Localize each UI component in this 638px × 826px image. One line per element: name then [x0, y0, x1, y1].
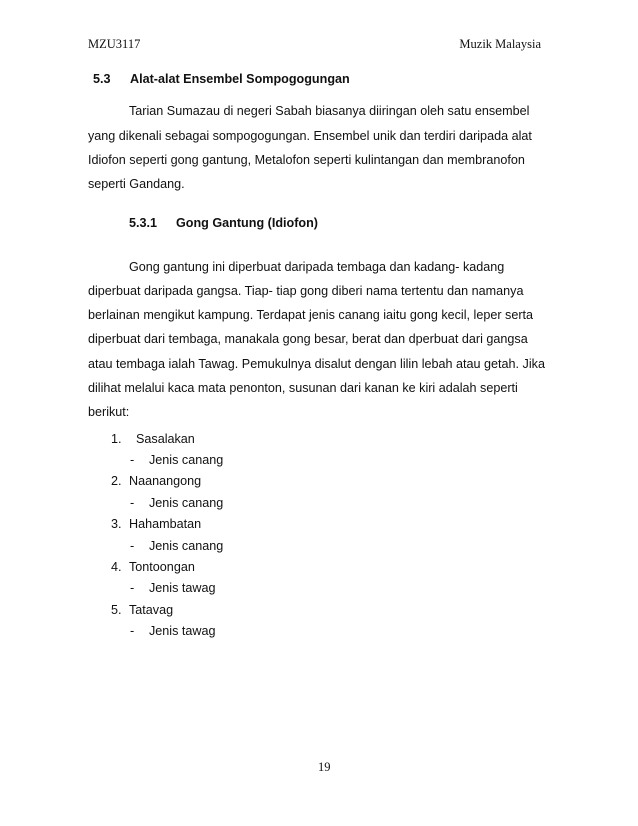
list-item-dash: - [130, 581, 135, 595]
list-item-dash: - [130, 624, 135, 638]
subsection-paragraph-line: berikut: [88, 405, 130, 419]
list-item-dash: - [130, 539, 135, 553]
list-item-desc: Jenis tawag [149, 581, 216, 595]
list-item-desc: Jenis tawag [149, 624, 216, 638]
section-paragraph-line: yang dikenali sebagai sompogogungan. Ensembel unik dan terdiri daripada alat [88, 129, 532, 143]
subsection-title: Gong Gantung (Idiofon) [176, 216, 318, 230]
list-item-desc: Jenis canang [149, 539, 224, 553]
subsection-paragraph-line: diperbuat dari tembaga, manakala gong besar, berat dan dperbuat dari gangsa [88, 332, 528, 346]
list-item-number: 2. [111, 474, 122, 488]
list-item-name: Naanangong [129, 474, 202, 488]
list-item-desc: Jenis canang [149, 453, 224, 467]
list-item-name: Tatavag [129, 603, 174, 617]
subsection-paragraph-line: diperbuat daripada gangsa. Tiap- tiap gong diberi nama tertentu dan namanya [88, 284, 524, 298]
list-item-number: 1. [111, 432, 122, 446]
subsection-paragraph-line: Gong gantung ini diperbuat daripada tembaga dan kadang- kadang [129, 260, 505, 274]
list-item-desc: Jenis canang [149, 496, 224, 510]
list-item-number: 3. [111, 517, 122, 531]
page-number: 19 [318, 760, 331, 774]
header-course-code: MZU3117 [88, 37, 141, 51]
section-paragraph-line: Tarian Sumazau di negeri Sabah biasanya diiringan oleh satu ensembel [129, 104, 530, 118]
subsection-paragraph-line: dilihat melalui kaca mata penonton, susunan dari kanan ke kiri adalah seperti [88, 381, 518, 395]
section-paragraph-line: Idiofon seperti gong gantung, Metalofon seperti kulintangan dan membranofon [88, 153, 525, 167]
section-number: 5.3 [93, 72, 111, 86]
list-item-dash: - [130, 453, 135, 467]
list-item-name: Sasalakan [136, 432, 195, 446]
subsection-paragraph-line: berlainan mengikut kampung. Terdapat jenis canang iaitu gong kecil, leper serta [88, 308, 534, 322]
subsection-number: 5.3.1 [129, 216, 158, 230]
section-paragraph-line: seperti Gandang. [88, 177, 185, 191]
list-item-name: Hahambatan [129, 517, 202, 531]
list-item-number: 5. [111, 603, 122, 617]
header-course-title: Muzik Malaysia [459, 37, 541, 51]
list-item-dash: - [130, 496, 135, 510]
list-item-name: Tontoongan [129, 560, 195, 574]
subsection-paragraph-line: atau tembaga ialah Tawag. Pemukulnya disalut dengan lilin lebah atau getah. Jika [88, 357, 545, 371]
section-title: Alat-alat Ensembel Sompogogungan [130, 72, 350, 86]
list-item-number: 4. [111, 560, 122, 574]
